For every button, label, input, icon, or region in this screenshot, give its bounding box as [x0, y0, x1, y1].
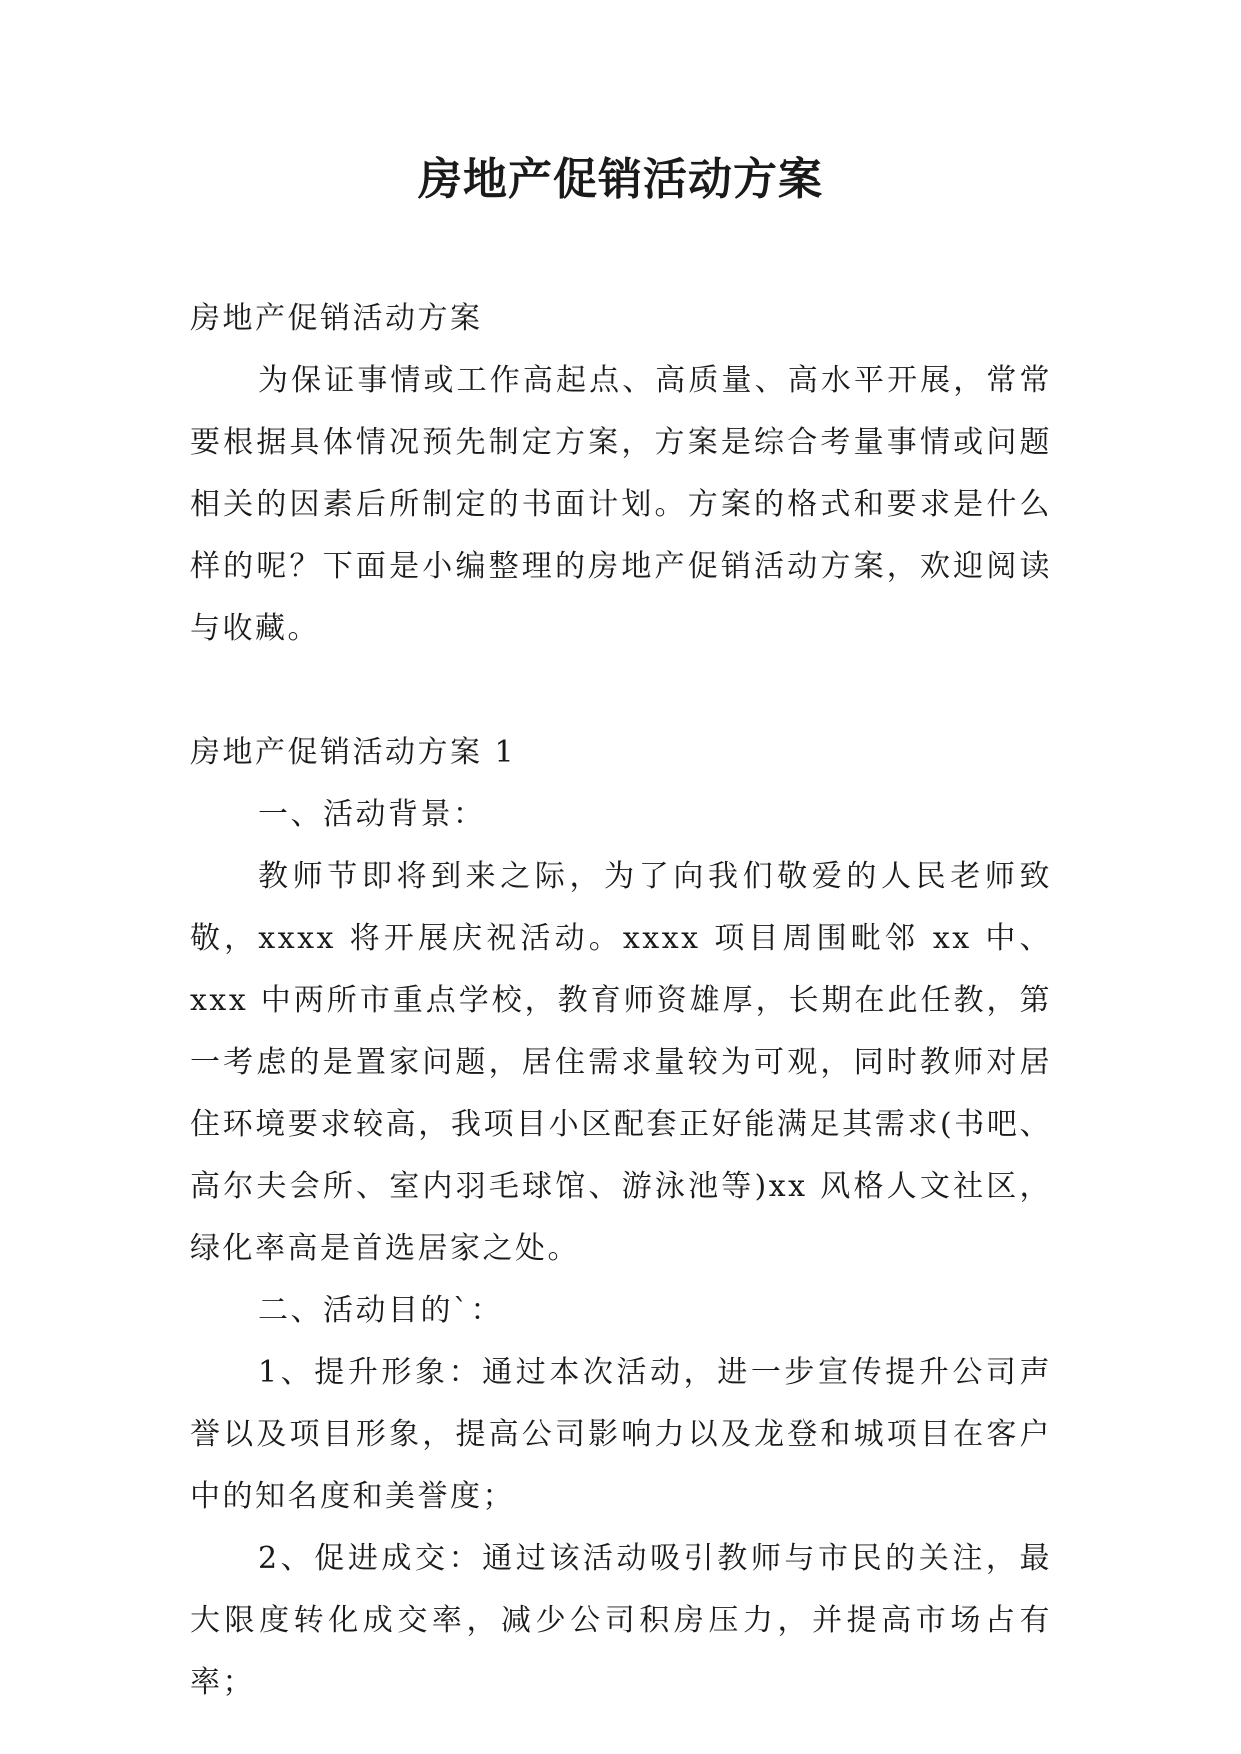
document-title: 房地产促销活动方案	[418, 154, 823, 205]
intro-paragraph: 为保证事情或工作高起点、高质量、高水平开展，常常要根据具体情况预先制定方案，方案是综合考量事情或问题相关的因素后所制定的书面计划。方案的格式和要求是什么样的呢？下面是小编整理的房地产促销活动方案，欢迎阅读与收藏。	[190, 363, 1052, 646]
subsection-heading: 二、活动目的`：	[258, 1293, 503, 1328]
paragraph-spacer	[190, 660, 1052, 722]
subsection-heading: 一、活动背景：	[258, 797, 486, 832]
section-heading: 房地产促销活动方案	[190, 301, 483, 336]
document-body	[190, 288, 1052, 1714]
section-heading: 房地产促销活动方案 1	[190, 735, 517, 770]
goal-paragraph: 1、提升形象：通过本次活动，进一步宣传提升公司声誉以及项目形象，提高公司影响力以及龙登和城项目在客户中的知名度和美誉度；	[190, 1355, 1052, 1514]
goal-paragraph: 2、促进成交：通过该活动吸引教师与市民的关注，最大限度转化成交率，减少公司积房压力，并提高市场占有率；	[190, 1541, 1052, 1700]
background-paragraph: 教师节即将到来之际，为了向我们敬爱的人民老师致敬，xxxx 将开展庆祝活动。xxxx 项目周围毗邻 xx 中、xxx 中两所市重点学校，教育师资雄厚，长期在此任教，第一考虑的是置家问题，居住需求量较为可观，同时教师对居住环境要求较高，我项目小区配套正好能满足其需求(书吧、高尔夫会所、室内羽毛球馆、游泳池等)xx 风格人文社区，绿化率高是首选居家之处。	[190, 859, 1052, 1266]
